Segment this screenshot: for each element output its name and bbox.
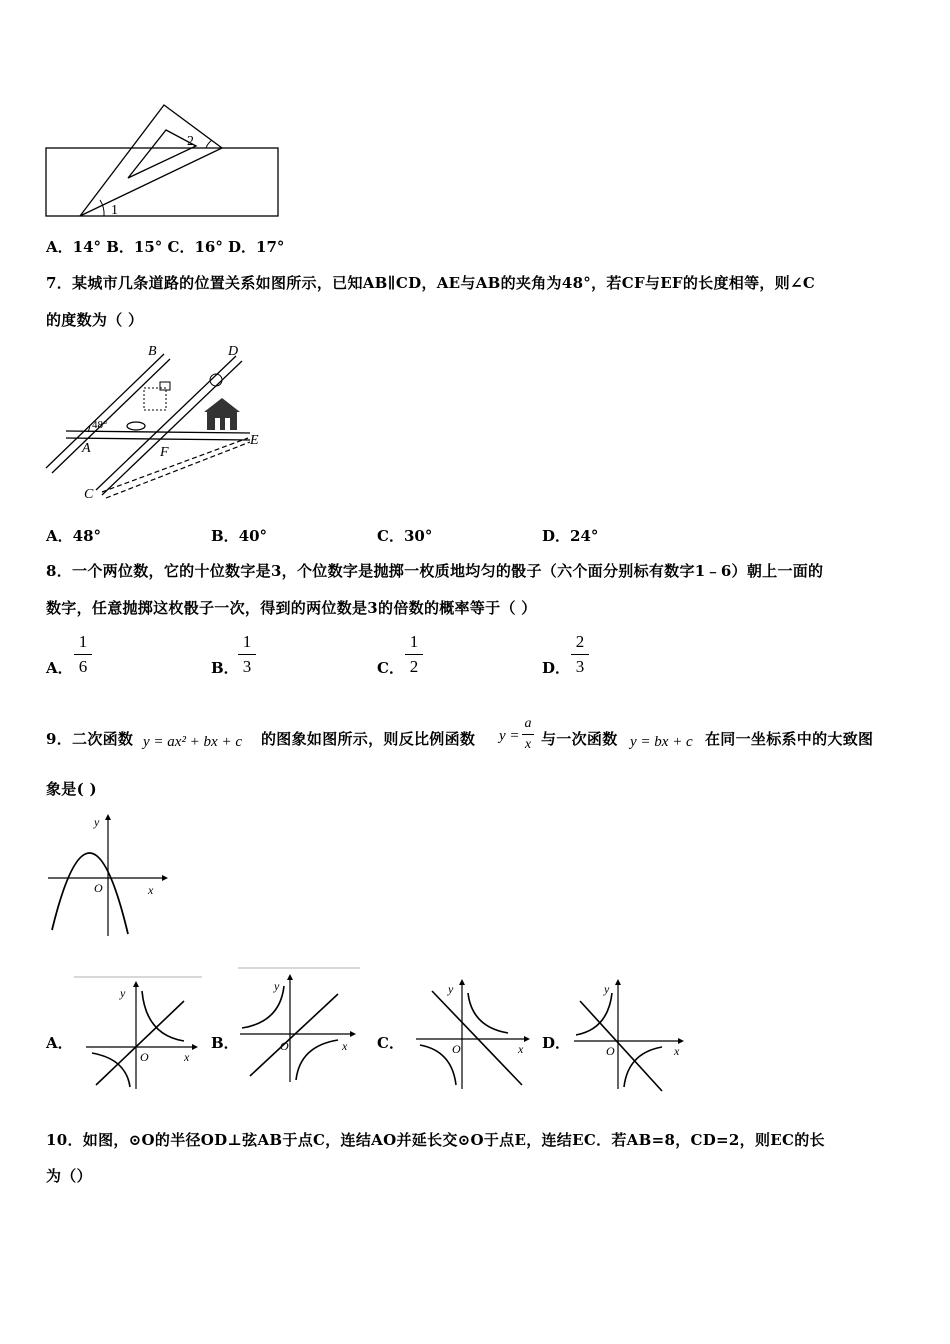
q9-eq-quadratic: y = ax² + bx + c: [143, 734, 242, 750]
label-C: C: [84, 487, 94, 502]
q8-option-d-fraction: 2 3: [570, 632, 590, 677]
svg-text:x: x: [674, 1044, 680, 1058]
svg-text:y: y: [274, 979, 280, 993]
angle-2-label: 2: [187, 134, 194, 149]
q9-stem-line2: 象是( ): [46, 780, 97, 798]
q8-stem-line2: 数字，任意抛掷这枚骰子一次，得到的两位数是3的倍数的概率等于（ ）: [46, 599, 537, 617]
q7-option-b: B．40°: [211, 527, 268, 545]
angle-1-label: 1: [111, 203, 118, 218]
q9-option-c-graph: [412, 975, 537, 1093]
q8-option-b-fraction: 1 3: [237, 632, 257, 677]
q9-stem-part-c: 与一次函数: [541, 730, 618, 748]
label-A: A: [82, 441, 91, 456]
q7-road-figure: [44, 340, 274, 505]
q7-stem-line1: 7．某城市几条道路的位置关系如图所示，已知AB∥CD，AE与AB的夹角为48°，若CF与EF的长度相等，则∠C: [46, 274, 816, 292]
q10-stem-line1: 10．如图，⊙O的半径OD⊥弦AB于点C，连结AO并延长交⊙O于点E，连结EC．若AB=8，CD=2，则EC的长: [46, 1131, 825, 1149]
q7-option-a: A．48°: [46, 527, 102, 545]
svg-text:y: y: [120, 986, 126, 1000]
q8-option-d-label: D．: [542, 659, 571, 677]
q9-option-a-label: A．: [46, 1034, 73, 1052]
q9-option-d-label: D．: [542, 1034, 571, 1052]
q7-option-c: C．30°: [377, 527, 433, 545]
q9-eq-inverse-fraction: a x: [521, 716, 535, 753]
car-icon: [127, 422, 145, 430]
angle-1-arc: [100, 200, 104, 216]
svg-text:y: y: [448, 982, 454, 996]
q8-option-c-label: C．: [377, 659, 404, 677]
q9-option-c-label: C．: [377, 1034, 404, 1052]
svg-text:O: O: [606, 1044, 615, 1058]
q8-option-c-fraction: 1 2: [404, 632, 424, 677]
triangle-outer: [80, 105, 222, 216]
triangle-inner: [128, 130, 196, 178]
svg-text:x: x: [148, 883, 154, 897]
q7-stem-line2: 的度数为（ ）: [46, 311, 144, 329]
q9-stem-part-b: 的图象如图所示，则反比例函数: [261, 730, 476, 748]
label-D: D: [228, 344, 239, 359]
svg-text:O: O: [452, 1042, 461, 1056]
q9-parabola-figure: [44, 812, 174, 940]
q8-option-a-label: A．: [46, 659, 73, 677]
svg-text:y: y: [94, 815, 100, 829]
q10-stem-line2: 为（）: [46, 1167, 92, 1185]
q7-option-d: D．24°: [542, 527, 599, 545]
q9-stem-part-a: 9．二次函数: [46, 730, 134, 748]
q6-options: A．14° B．15° C．16° D．17°: [46, 238, 285, 256]
label-E: E: [250, 433, 259, 448]
svg-text:x: x: [342, 1039, 348, 1053]
q9-stem-part-d: 在同一坐标系中的大致图: [705, 730, 874, 748]
angle-48-label: 48°: [92, 419, 108, 431]
svg-text:x: x: [184, 1050, 190, 1064]
svg-text:O: O: [94, 881, 103, 895]
svg-text:y: y: [604, 982, 610, 996]
house-icon: [204, 398, 240, 412]
q9-option-b-label: B．: [211, 1034, 239, 1052]
building-icon: [144, 388, 166, 410]
q8-stem-line1: 8．一个两位数，它的十位数字是3，个位数字是抛掷一枚质地均匀的骰子（六个面分别标有数字1﹣6）朝上一面的: [46, 562, 824, 580]
q9-eq-inverse-y: y =: [499, 728, 520, 744]
q8-option-a-fraction: 1 6: [73, 632, 93, 677]
svg-text:O: O: [280, 1039, 289, 1053]
q9-option-d-graph: [570, 975, 695, 1093]
label-F: F: [160, 445, 169, 460]
svg-text:x: x: [518, 1042, 524, 1056]
q8-option-b-label: B．: [211, 659, 239, 677]
label-B: B: [148, 344, 157, 359]
q9-option-b-graph: [238, 966, 363, 1086]
angle-2-arc: [206, 140, 212, 148]
q6-figure: [44, 100, 284, 222]
q9-eq-linear: y = bx + c: [630, 734, 693, 750]
svg-text:O: O: [140, 1050, 149, 1064]
q9-option-a-graph: [74, 975, 204, 1093]
ruler-rectangle: [46, 148, 278, 216]
